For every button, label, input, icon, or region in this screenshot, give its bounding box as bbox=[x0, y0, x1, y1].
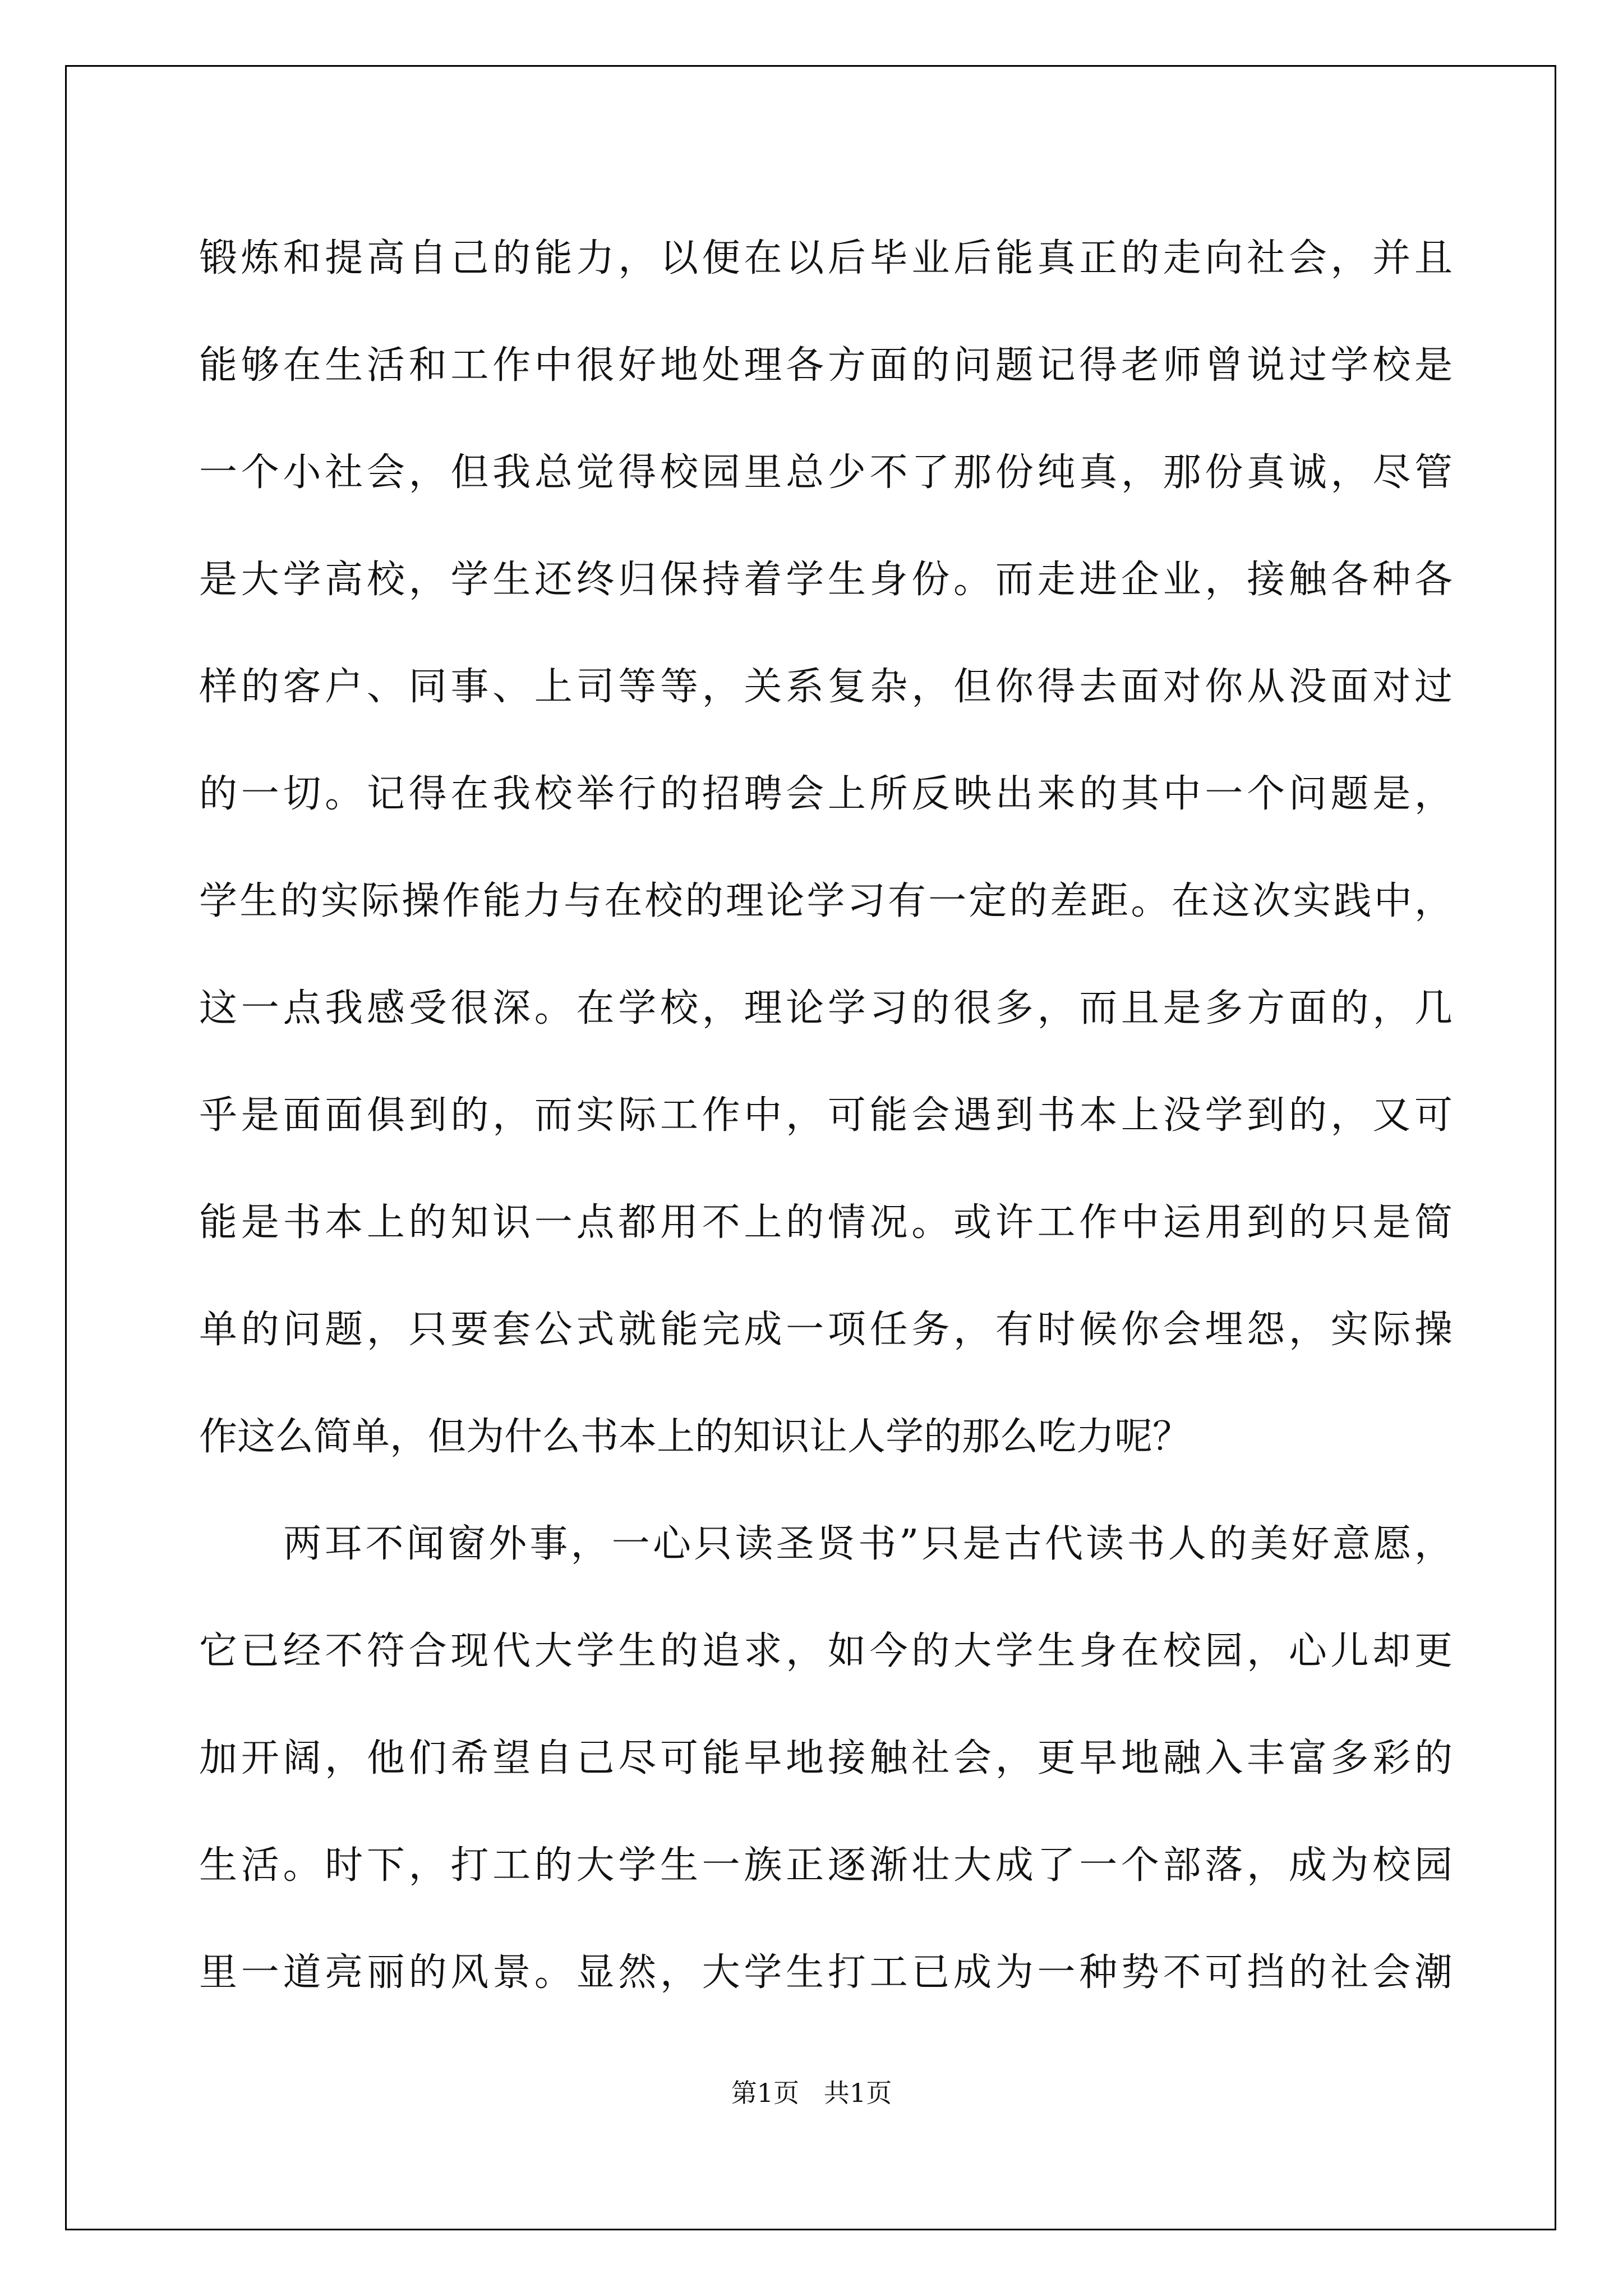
text-line: 能是书本上的知识一点都用不上的情况。或许工作中运用到的只是简 bbox=[199, 1200, 1453, 1245]
text-line: 能够在生活和工作中很好地处理各方面的问题记得老师曾说过学校是 bbox=[199, 343, 1453, 388]
page-number-footer: 第1页 共1页 bbox=[731, 2078, 892, 2108]
text-line: 一个小社会，但我总觉得校园里总少不了那份纯真，那份真诚，尽管 bbox=[199, 450, 1453, 495]
text-line: 作这么简单，但为什么书本上的知识让人学的那么吃力呢？ bbox=[199, 1415, 1191, 1459]
text-line: 加开阔，他们希望自己尽可能早地接触社会，更早地融入丰富多彩的 bbox=[199, 1736, 1453, 1780]
text-line: 它已经不符合现代大学生的追求，如今的大学生身在校园，心儿却更 bbox=[199, 1629, 1453, 1673]
text-line: 生活。时下，打工的大学生一族正逐渐壮大成了一个部落，成为校园 bbox=[199, 1843, 1453, 1888]
text-line: 里一道亮丽的风景。显然，大学生打工已成为一种势不可挡的社会潮 bbox=[199, 1950, 1453, 1995]
text-line: 乎是面面俱到的，而实际工作中，可能会遇到书本上没学到的，又可 bbox=[199, 1093, 1453, 1138]
text-line: 样的客户、同事、上司等等，关系复杂，但你得去面对你从没面对过 bbox=[199, 665, 1453, 709]
text-line: 的一切。记得在我校举行的招聘会上所反映出来的其中一个问题是， bbox=[199, 772, 1453, 816]
text-line: 锻炼和提高自己的能力，以便在以后毕业后能真正的走向社会，并且 bbox=[199, 236, 1453, 280]
text-line: 是大学高校，学生还终归保持着学生身份。而走进企业，接触各种各 bbox=[199, 558, 1453, 602]
text-line: 学生的实际操作能力与在校的理论学习有一定的差距。在这次实践中， bbox=[199, 879, 1453, 923]
paragraph-first-line: 两耳不闻窗外事，一心只读圣贤书”只是古代读书人的美好意愿， bbox=[283, 1522, 1453, 1566]
text-line: 单的问题，只要套公式就能完成一项任务，有时候你会埋怨，实际操 bbox=[199, 1308, 1453, 1352]
text-line: 这一点我感受很深。在学校，理论学习的很多，而且是多方面的，几 bbox=[199, 986, 1453, 1030]
document-body bbox=[199, 205, 1453, 2026]
